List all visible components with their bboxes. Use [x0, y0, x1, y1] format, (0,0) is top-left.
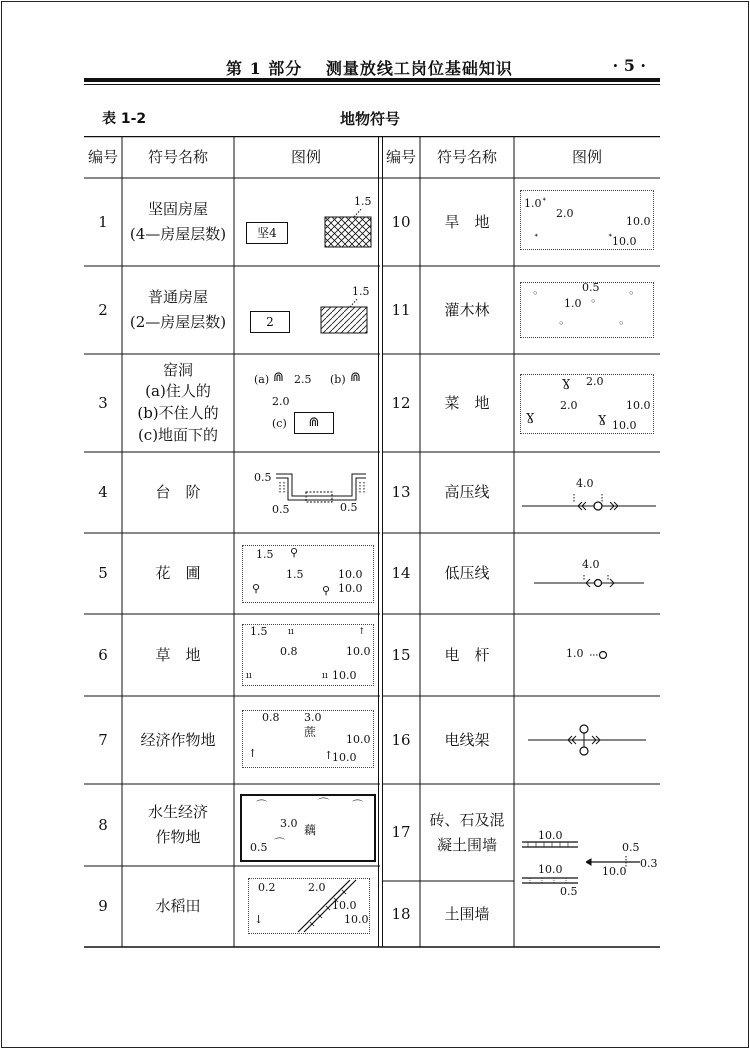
- dim-label: 0.2: [258, 881, 276, 894]
- dim-label: 1.5: [352, 285, 370, 298]
- row-name-5: 花 圃: [155, 564, 201, 583]
- rice-icon: ↓: [254, 913, 264, 926]
- row-name-17: 砖、石及混 凝土围墙: [429, 810, 505, 854]
- legend-aquatic-crops: [234, 784, 378, 866]
- grass-icon: ıı: [288, 627, 294, 637]
- high-voltage-symbol: [522, 492, 656, 522]
- legend-grassland: [234, 614, 378, 696]
- dim-label: 2.0: [272, 395, 290, 408]
- legend-steps: [234, 452, 378, 533]
- dim-label: 10.0: [338, 568, 363, 581]
- dim-label: 0.5: [250, 841, 268, 854]
- dim-label: 10.0: [612, 419, 637, 432]
- dim-label: 10.0: [346, 733, 371, 746]
- row-no-14: 14: [391, 564, 411, 583]
- row-no-11: 11: [391, 300, 411, 319]
- dim-label: 10.0: [332, 669, 357, 682]
- dim-label: 2.0: [556, 207, 574, 220]
- grass-icon: ıı: [246, 671, 252, 681]
- row-no-3: 3: [98, 393, 108, 412]
- dim-label: 4.0: [582, 558, 600, 571]
- row-no-13: 13: [391, 483, 411, 502]
- dim-label: 0.5: [272, 503, 290, 516]
- dim-label: 1.5: [250, 625, 268, 638]
- dim-label: 0.8: [280, 645, 298, 658]
- row-name-2: 普通房屋 (2—房屋层数): [129, 288, 227, 331]
- row-no-16: 16: [391, 730, 411, 749]
- arch-icon: ⋒: [350, 370, 361, 385]
- house-layers-box: 坚4: [246, 222, 288, 244]
- house-layers-box: 2: [250, 311, 290, 333]
- header-thin-rule: [84, 84, 660, 85]
- col-header-name-left: 符号名称: [147, 147, 208, 166]
- dim-label: 1.5: [256, 548, 274, 561]
- dim-label: 0.5: [340, 501, 358, 514]
- row-no-5: 5: [98, 564, 108, 583]
- running-header: [84, 50, 660, 80]
- dim-label: 0.5: [254, 471, 272, 484]
- dim-label: 0.3: [640, 857, 658, 870]
- row-name-8: 水生经济 作物地: [147, 803, 208, 846]
- crop-glyph: 藕: [304, 823, 317, 837]
- shrub-icon: ◦: [590, 295, 597, 308]
- legend-high-voltage-line: [514, 452, 660, 533]
- legend-shrubland: [514, 266, 660, 354]
- dim-label: 0.5: [622, 841, 640, 854]
- underground-arch-icon: ⋒: [294, 412, 334, 434]
- col-header-legend-left: 图例: [290, 147, 321, 166]
- dim-label: 2.0: [308, 881, 326, 894]
- col-header-name-right: 符号名称: [436, 147, 497, 166]
- hatch-symbol: [320, 306, 368, 334]
- label-a: (a): [254, 373, 270, 386]
- shrub-icon: ◦: [558, 317, 565, 330]
- water-icon: ⌒: [256, 799, 267, 812]
- dim-label: 1.5: [286, 568, 304, 581]
- dim-leader: [348, 296, 364, 308]
- vegetable-icon: Ɣ: [598, 413, 607, 427]
- row-no-6: 6: [98, 645, 108, 664]
- brick-wall-symbol: [522, 840, 578, 850]
- shrub-icon: ◦: [628, 287, 635, 300]
- row-name-15: 电 杆: [444, 645, 490, 664]
- table-number: 表 1-2: [102, 111, 147, 127]
- flower-icon: ⚲: [322, 584, 331, 597]
- row-no-17: 17: [391, 823, 411, 842]
- crop-icon: ↑: [324, 749, 334, 762]
- dry-icon: ᐩ: [608, 231, 613, 244]
- dim-label: 1.5: [354, 195, 372, 208]
- table-title: 地物符号: [340, 110, 401, 128]
- label-c: (c): [272, 417, 287, 430]
- legend-ordinary-house: [234, 266, 378, 354]
- dim-label: 2.0: [586, 375, 604, 388]
- low-voltage-symbol: [534, 573, 644, 603]
- vegetable-icon: Ɣ: [526, 411, 535, 425]
- row-no-1: 1: [98, 212, 108, 231]
- running-header-title: 第 1 部分 测量放线工岗位基础知识: [226, 59, 513, 78]
- header-thick-rule: [84, 78, 660, 82]
- legend-low-voltage-line: [514, 533, 660, 614]
- legend-paddy-field: [234, 866, 378, 947]
- legend-flower-bed: [234, 533, 378, 614]
- row-name-9: 水稻田: [155, 897, 201, 916]
- legend-cave: [234, 354, 378, 452]
- vegetable-icon: Ɣ: [562, 377, 571, 391]
- row-name-12: 菜 地: [444, 393, 490, 412]
- dim-label: 10.0: [626, 215, 651, 228]
- row-no-4: 4: [98, 483, 108, 502]
- row-name-13: 高压线: [444, 483, 490, 502]
- dim-label: 2.5: [294, 373, 312, 386]
- row-name-1: 坚固房屋 (4—房屋层数): [129, 200, 227, 243]
- row-name-16: 电线架: [444, 730, 490, 749]
- wire-frame-symbol: [528, 722, 646, 758]
- page-number: · 5 ·: [612, 56, 646, 75]
- col-header-no-left: 编号: [87, 147, 118, 166]
- crop-icon: ↑: [248, 747, 258, 760]
- row-no-18: 18: [391, 904, 411, 923]
- dim-label: 0.8: [262, 711, 280, 724]
- dim-leader: [352, 206, 368, 218]
- dim-label: 10.0: [626, 399, 651, 412]
- row-name-10: 旱 地: [444, 212, 490, 231]
- dim-label: 10.0: [338, 582, 363, 595]
- row-name-6: 草 地: [155, 645, 201, 664]
- crop-glyph: 蔗: [304, 725, 317, 739]
- dim-label: 3.0: [280, 817, 298, 830]
- dim-label: 10.0: [344, 913, 369, 926]
- grass-icon: ıı: [322, 671, 328, 681]
- water-icon: ⌒: [318, 797, 329, 810]
- col-header-no-right: 编号: [385, 147, 416, 166]
- row-name-7: 经济作物地: [140, 730, 216, 749]
- dim-label: 10.0: [602, 865, 627, 878]
- dim-label: 10.0: [538, 863, 563, 876]
- dim-label: 3.0: [304, 711, 322, 724]
- flower-icon: ⚲: [252, 582, 261, 595]
- dim-label: 0.5: [560, 885, 578, 898]
- row-name-11: 灌木林: [444, 300, 490, 319]
- row-no-15: 15: [391, 645, 411, 664]
- dim-label: 10.0: [332, 751, 357, 764]
- dim-label: 1.0: [564, 297, 582, 310]
- row-no-2: 2: [98, 300, 108, 319]
- dim-label: 10.0: [538, 829, 563, 842]
- arch-icon: ⋒: [273, 370, 284, 385]
- dry-icon: ᐩ: [534, 231, 539, 244]
- water-icon: ⌒: [352, 799, 363, 812]
- dim-label: 10.0: [332, 899, 357, 912]
- legend-vegetable-field: [514, 354, 660, 452]
- legend-dry-land: [514, 178, 660, 266]
- dim-label: 2.0: [560, 399, 578, 412]
- legend-walls: [514, 784, 660, 947]
- grass-icon: ↑: [358, 627, 366, 637]
- crosshatch-symbol: [324, 216, 372, 248]
- dim-label: 1.0: [524, 197, 542, 210]
- row-name-14: 低压线: [444, 564, 490, 583]
- row-name-4: 台 阶: [155, 483, 201, 502]
- legend-solid-house: [234, 178, 378, 266]
- dry-icon: ᐩ: [542, 195, 547, 208]
- col-header-legend-right: 图例: [571, 147, 602, 166]
- water-icon: ⌒: [274, 837, 285, 850]
- legend-economic-crops: [234, 696, 378, 784]
- shrub-icon: ◦: [532, 287, 539, 300]
- row-no-12: 12: [391, 393, 411, 412]
- pole-symbol: [590, 648, 610, 662]
- label-b: (b): [330, 373, 346, 386]
- row-no-8: 8: [98, 815, 108, 834]
- flower-icon: ⚲: [290, 546, 299, 559]
- dim-label: 0.5: [582, 281, 600, 294]
- dim-label: 4.0: [576, 477, 594, 490]
- row-no-9: 9: [98, 897, 108, 916]
- row-name-18: 土围墙: [444, 904, 490, 923]
- row-name-3: 窑洞 (a)住人的 (b)不住人的 (c)地面下的: [137, 360, 219, 444]
- dim-label: 1.0: [566, 647, 584, 660]
- dim-label: 10.0: [346, 645, 371, 658]
- legend-utility-pole: [514, 614, 660, 696]
- shrub-icon: ◦: [618, 317, 625, 330]
- dim-label: 10.0: [612, 235, 637, 248]
- row-no-10: 10: [391, 212, 411, 231]
- row-no-7: 7: [98, 730, 108, 749]
- legend-wire-frame: [514, 696, 660, 784]
